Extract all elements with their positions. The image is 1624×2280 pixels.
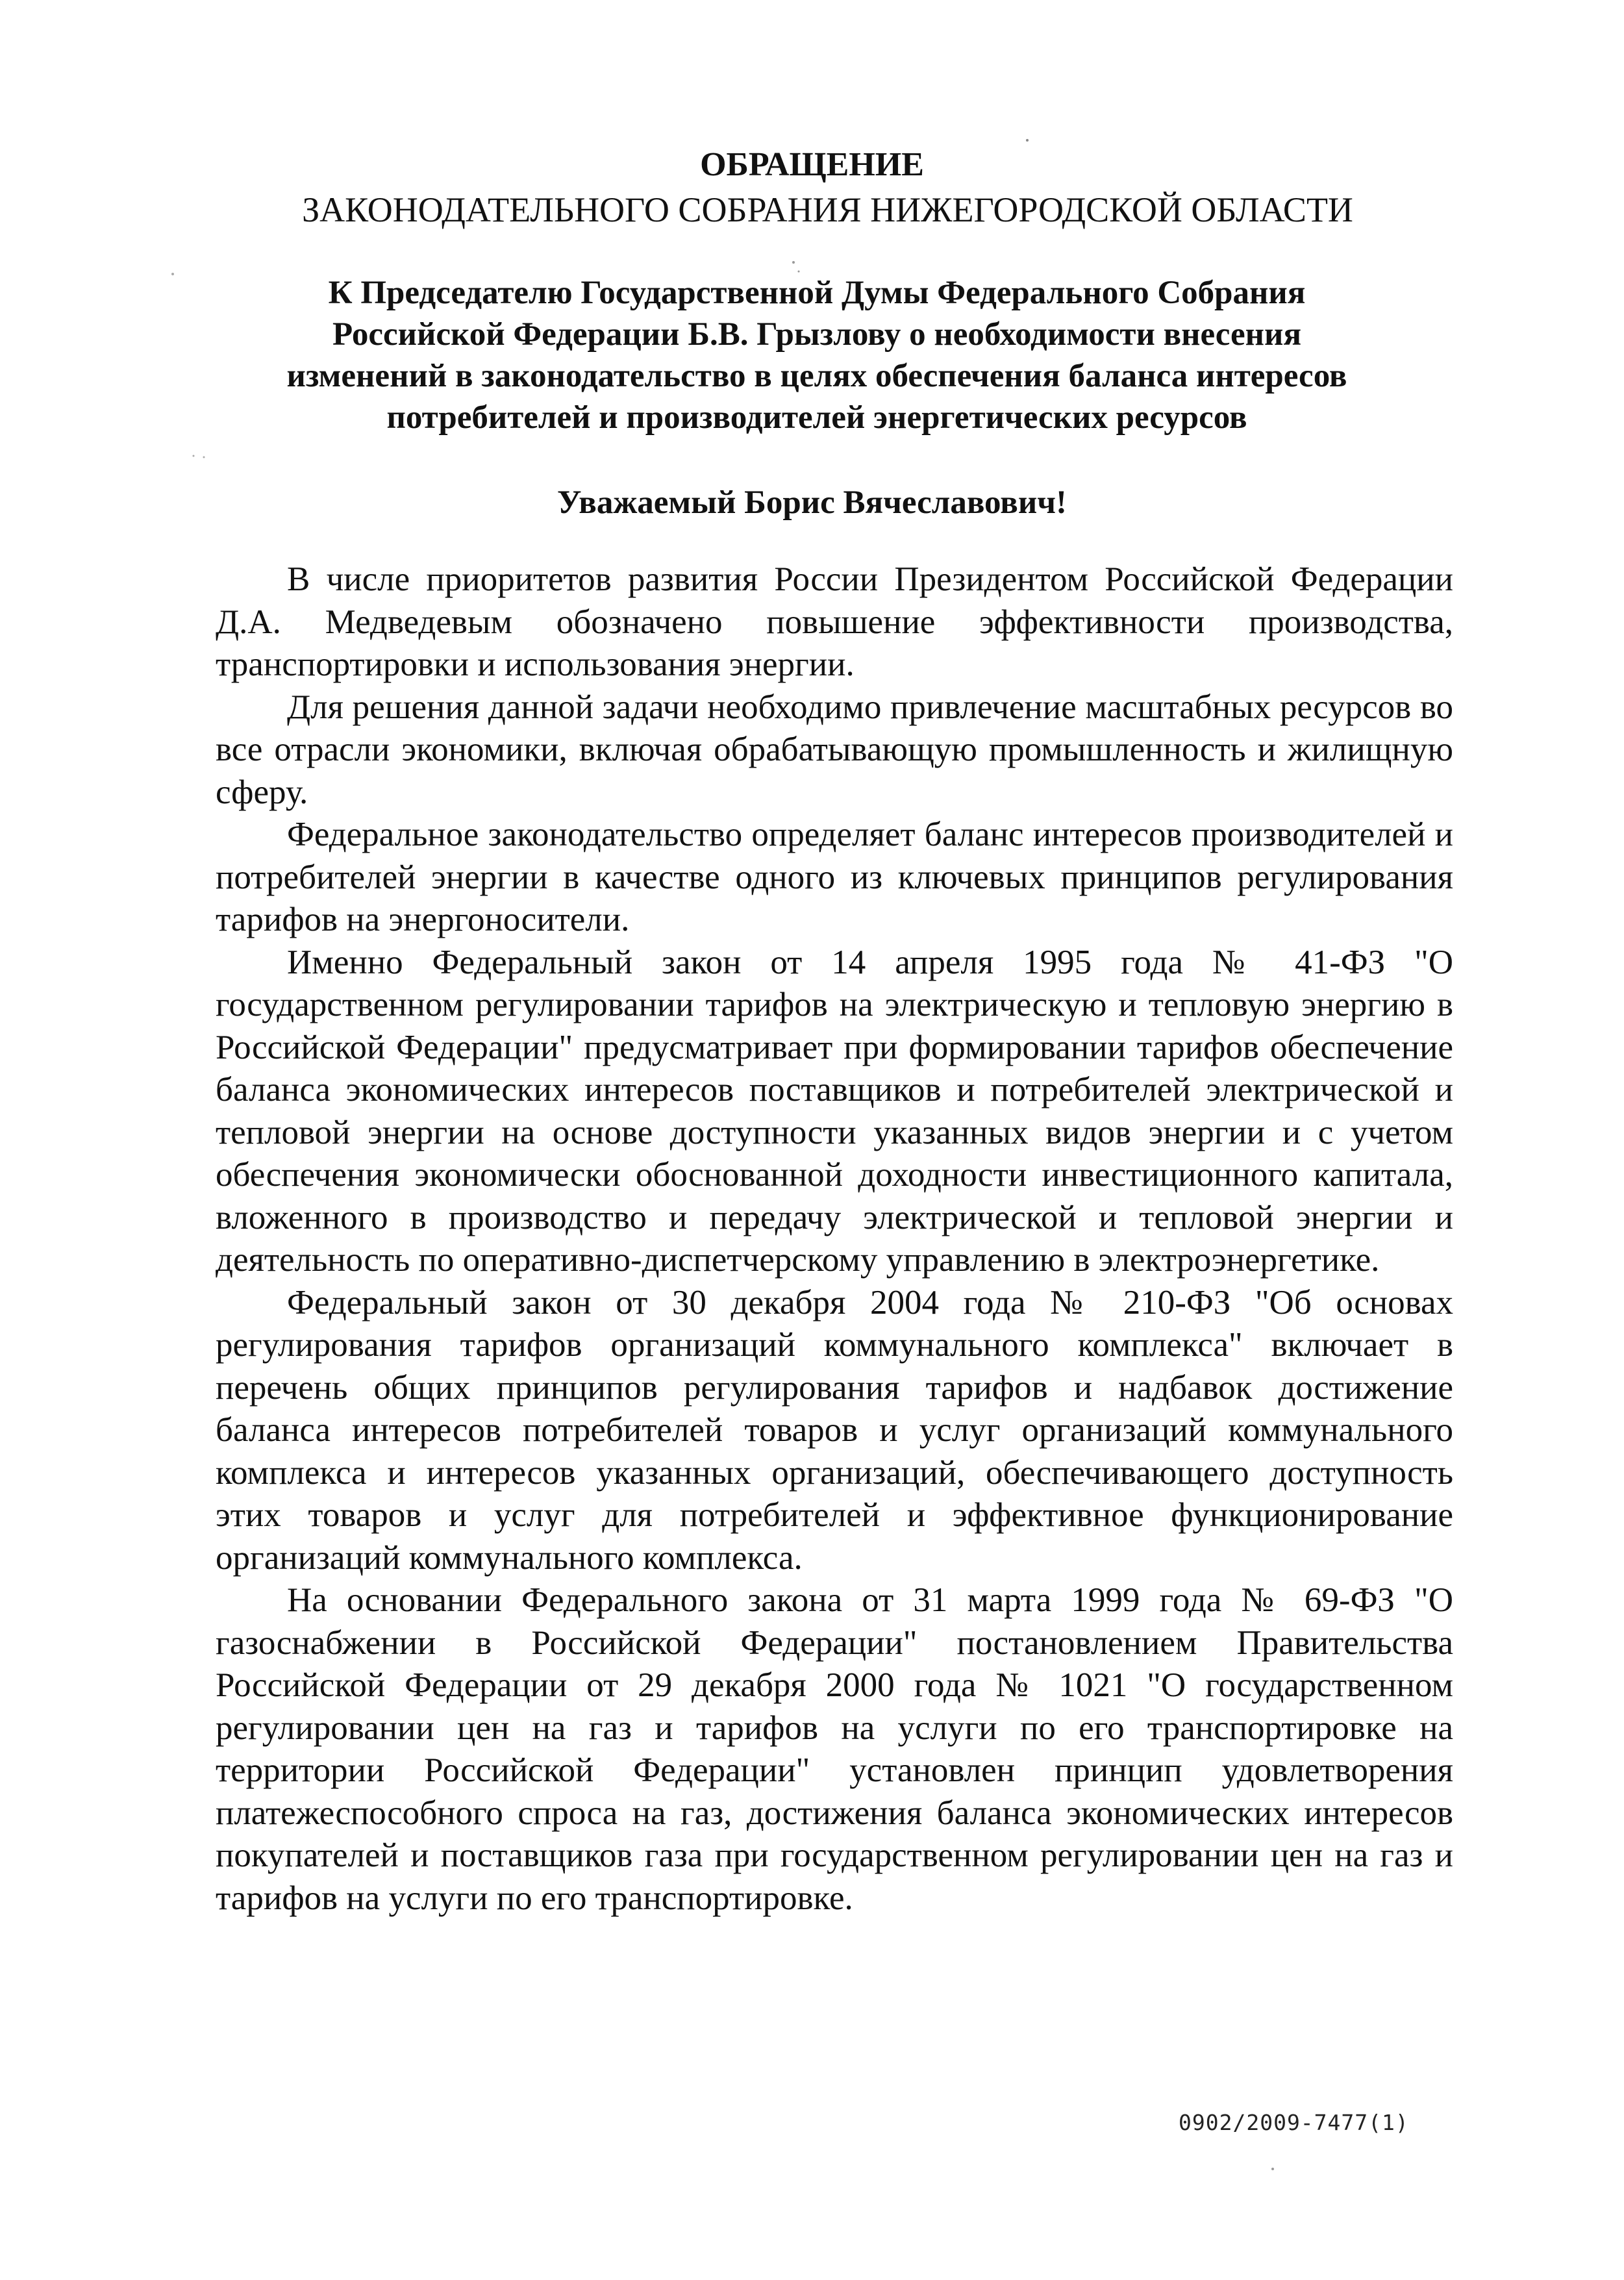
addressee-line: изменений в законодательство в целях обеспечения баланса интересов	[286, 358, 1347, 394]
body-paragraph: Федеральное законодательство определяет баланс интересов производителей и потребителей энергии в качестве одного из ключевых принципов регулирования тарифов на энергоносители.	[216, 816, 1453, 938]
speck	[171, 273, 174, 275]
body-text	[216, 558, 1453, 1920]
addressee-line: Российской Федерации Б.В. Грызлову о необходимости внесения	[332, 316, 1302, 353]
body-paragraph: Для решения данной задачи необходимо привлечение масштабных ресурсов во все отрасли экономики, включая обрабатывающую промышленность и жилищную сферу.	[216, 688, 1453, 811]
document-title: ОБРАЩЕНИЕ	[700, 146, 924, 183]
speck	[792, 261, 795, 264]
registration-number: 0902/2009-7477(1)	[1179, 2110, 1409, 2135]
speck	[203, 457, 205, 458]
speck	[193, 455, 195, 457]
salutation: Уважаемый Борис Вячеславович!	[557, 484, 1067, 521]
body-paragraph: В числе приоритетов развития России Президентом Российской Федерации Д.А. Медведевым обозначено повышение эффективности производства, транспортировки и использования энергии.	[216, 560, 1453, 683]
body-paragraph: На основании Федерального закона от 31 марта 1999 года № 69-ФЗ "О газоснабжении в Российской Федерации" постановлением Правительства Российской Федерации от 29 декабря 2000 года № 1021 "О государственном регулировании цен на газ и тарифов на услуги по его транспортировке на территории Российской Федерации" установлен принцип удовлетворения платежеспособного спроса на газ, достижения баланса экономических интересов покупателей и поставщиков газа при государственном регулировании цен на газ и тарифов на услуги по его транспортировке.	[216, 1581, 1453, 1917]
speck	[1271, 2168, 1274, 2170]
body-paragraph: Именно Федеральный закон от 14 апреля 1995 года № 41-ФЗ "О государственном регулировании тарифов на электрическую и тепловую энергию в Российской Федерации" предусматривает при формировании тарифов обеспечение баланса экономических интересов поставщиков и потребителей электрической и тепловой энергии на основе доступности указанных видов энергии и с учетом обеспечения экономически обоснованной доходности инвестиционного капитала, вложенного в производство и передачу электрической и тепловой энергии и деятельность по оперативно-диспетчерскому управлению в электроэнергетике.	[216, 943, 1453, 1279]
body-paragraph: Федеральный закон от 30 декабря 2004 года № 210-ФЗ "Об основах регулирования тарифов организаций коммунального комплекса" включает в перечень общих принципов регулирования тарифов и надбавок достижение баланса интересов потребителей товаров и услуг организаций коммунального комплекса и интересов указанных организаций, обеспечивающего доступность этих товаров и услуг для потребителей и эффективное функционирование организаций коммунального комплекса.	[216, 1283, 1453, 1577]
document-subtitle: ЗАКОНОДАТЕЛЬНОГО СОБРАНИЯ НИЖЕГОРОДСКОЙ ОБЛАСТИ	[302, 190, 1353, 229]
addressee-line: потребителей и производителей энергетических ресурсов	[386, 399, 1247, 436]
speck	[1026, 139, 1029, 142]
addressee-line: К Председателю Государственной Думы Федерального Собрания	[328, 275, 1306, 311]
